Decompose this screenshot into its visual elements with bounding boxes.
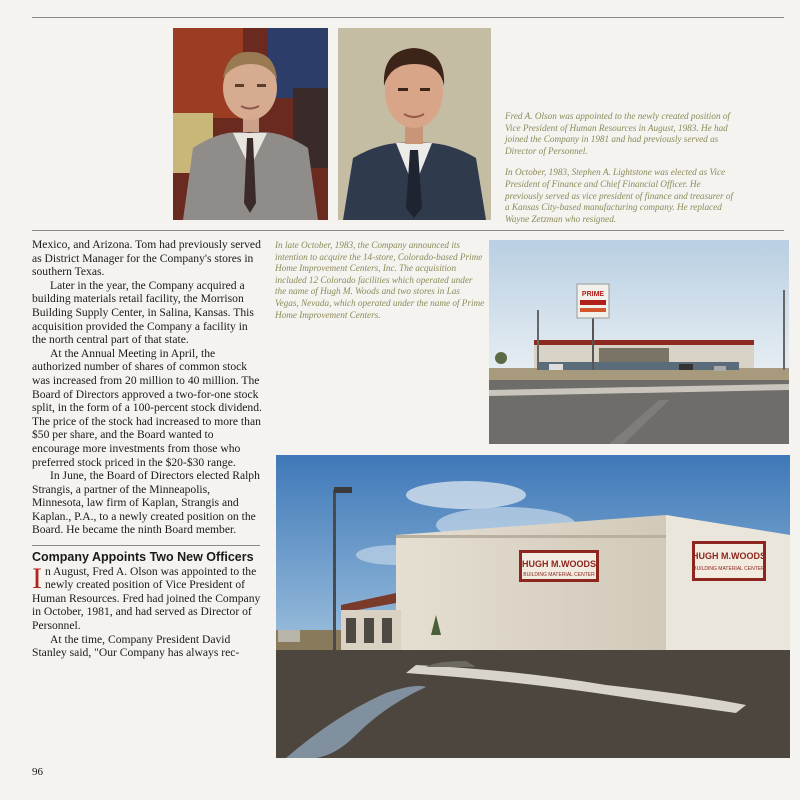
body-paragraph: Later in the year, the Company acquired a building materials retail facility, the Morrison Building Supply Center, in Salina, Kansas. This acquisition provided the Company a facility in the north central part of that state. [32,278,254,347]
photo-hugh-woods-store [276,455,790,758]
photo-fred-olson [173,28,328,220]
store-sign-side-name: HUGH M.WOODS [692,551,766,561]
section-second-paragraph: At the time, Company President David Stanley said, "Our Company has always rec- [32,632,240,660]
body-paragraph: At the Annual Meeting in April, the authorized number of shares of common stock was increased from 20 million to 40 million. The Board of Directors approved a two-for-one stock split, in the form of a 100-percent stock dividend. The price of the stock had increased to more than $50 per share, and the Board wanted to encourage more investments from those who preferred stock priced in the $20-$30 range. [32,346,262,469]
section-rule [32,545,260,546]
body-text-column [32,238,264,660]
acquisition-caption [275,240,485,331]
photo-prime-store [489,240,789,444]
store-sign-front-name: HUGH M.WOODS [522,559,596,569]
drop-cap: I [32,561,42,595]
page-number: 96 [32,766,43,778]
caption-stephen-lightstone: In October, 1983, Stephen A. Lightstone was elected as Vice President of Finance and Chief Financial Officer. He previously served as vice president of finance and treasurer of a Kansas City-based manufacturing company. He replaced Wayne Zetzman who resigned. [505,167,734,224]
store-sign-front-sub: BUILDING MATERIAL CENTER [523,572,595,578]
section-heading: Company Appoints Two New Officers [32,550,254,565]
body-paragraph: Mexico, and Arizona. Tom had previously served as District Manager for the Company's stores in southern Texas. [32,238,261,279]
section-first-text: n August, Fred A. Olson was appointed to the newly created position of Vice President of Human Resources. Fred had joined the Company in October, 1981, and had served as Director of Personnel. [32,564,261,633]
prime-sign-text: PRIME [581,291,605,298]
officers-caption [505,111,737,235]
caption-acquisition: In late October, 1983, the Company announced its intention to acquire the 14-store, Colorado-based Prime Home Improvement Centers, Inc. The acquisition included 12 Colorado facilities which operated under the name of Hugh M. Woods and two stores in Las Vegas, Nevada, which operated under the name of Prime Home Improvement Centers. [275,240,485,320]
store-sign-side-sub: BUILDING MATERIAL CENTER [693,566,765,572]
middle-rule [32,230,784,231]
body-paragraph: In June, the Board of Directors elected Ralph Strangis, a partner of the Minneapolis, Minnesota, law firm of Kaplan, Strangis and Kaplan., P.A., to a newly created position on the Board. He became the ninth Board member. [32,469,260,537]
section-first-paragraph [32,561,264,633]
top-rule [32,17,784,18]
photo-stephen-lightstone [338,28,491,220]
caption-fred-olson: Fred A. Olson was appointed to the newly created position of Vice President of Human Resources in August, 1983. He had joined the Company in 1981 and had previously served as Director of Personnel. [505,111,730,156]
